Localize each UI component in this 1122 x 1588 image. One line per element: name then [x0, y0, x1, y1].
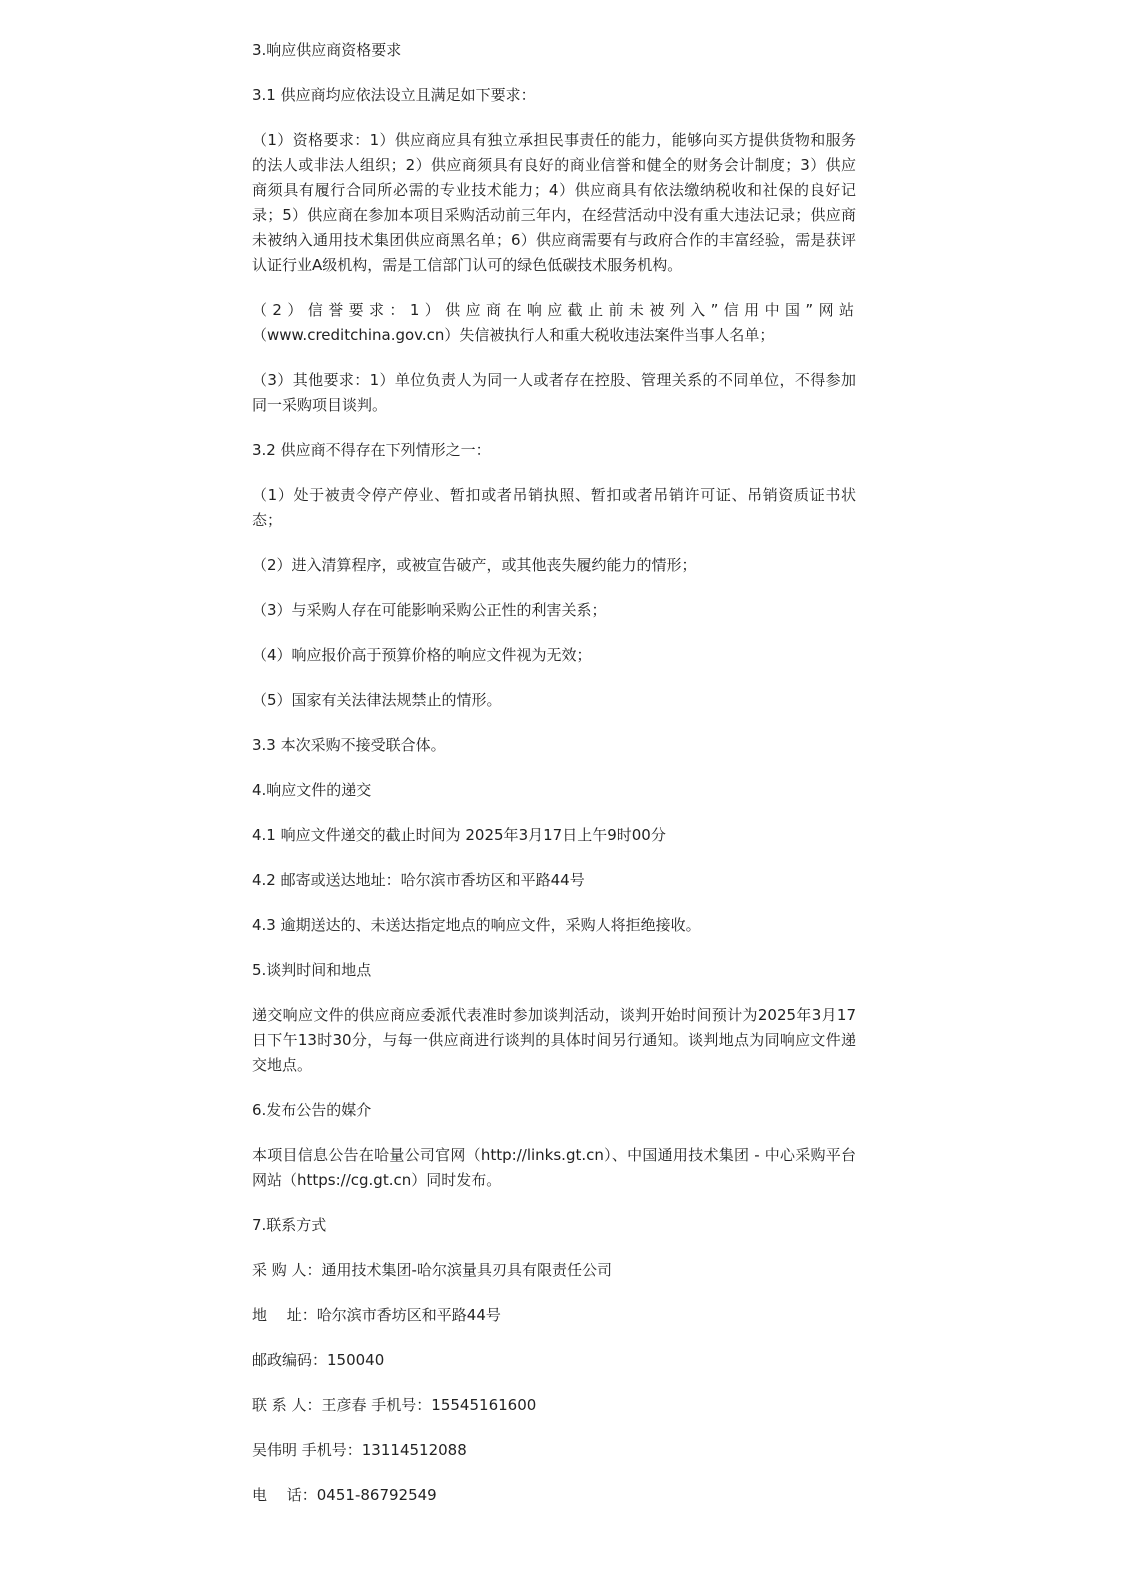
exclusion-1: （1）处于被责令停产停业、暂扣或者吊销执照、暂扣或者吊销许可证、吊销资质证书状态；: [252, 486, 856, 529]
contact-person-1: 联 系 人：王彦春 手机号：15545161600: [252, 1396, 537, 1414]
exclusion-2: （2）进入清算程序，或被宣告破产，或其他丧失履约能力的情形；: [252, 556, 697, 574]
credit-requirements-line2: （www.creditchina.gov.cn）失信被执行人和重大税收违法案件当事人名单；: [252, 326, 775, 344]
section-4-2: 4.2 邮寄或送达地址：哈尔滨市香坊区和平路44号: [252, 871, 585, 889]
document-page: [252, 38, 856, 1528]
exclusion-3: （3）与采购人存在可能影响采购公正性的利害关系；: [252, 601, 607, 619]
section-4-1: 4.1 响应文件递交的截止时间为 2025年3月17日上午9时00分: [252, 826, 666, 844]
heading-5: 5.谈判时间和地点: [252, 961, 372, 979]
exclusion-5: （5）国家有关法律法规禁止的情形。: [252, 691, 502, 709]
contact-phone: 电 话：0451-86792549: [252, 1486, 437, 1504]
exclusion-4: （4）响应报价高于预算价格的响应文件视为无效；: [252, 646, 592, 664]
heading-4: 4.响应文件的递交: [252, 781, 372, 799]
contact-address: 地 址：哈尔滨市香坊区和平路44号: [252, 1306, 501, 1324]
heading-6: 6.发布公告的媒介: [252, 1101, 372, 1119]
section-3-1: 3.1 供应商均应依法设立且满足如下要求：: [252, 86, 536, 104]
heading-3: 3.响应供应商资格要求: [252, 41, 402, 59]
negotiation-time-place: 递交响应文件的供应商应委派代表准时参加谈判活动，谈判开始时间预计为2025年3月17日下午13时30分，与每一供应商进行谈判的具体时间另行通知。谈判地点为同响应文件递交地点。: [252, 1006, 856, 1074]
credit-requirements-line1: （2）信誉要求：1）供应商在响应截止前未被列入”信用中国”网站: [252, 301, 856, 319]
section-4-3: 4.3 逾期送达的、未送达指定地点的响应文件，采购人将拒绝接收。: [252, 916, 701, 934]
section-3-3: 3.3 本次采购不接受联合体。: [252, 736, 446, 754]
heading-7: 7.联系方式: [252, 1216, 327, 1234]
qualification-requirements: （1）资格要求：1）供应商应具有独立承担民事责任的能力，能够向买方提供货物和服务的法人或非法人组织；2）供应商须具有良好的商业信誉和健全的财务会计制度；3）供应商须具有履行合同所必需的专业技术能力；4）供应商具有依法缴纳税收和社保的良好记录；5）供应商在参加本项目采购活动前三年内，在经营活动中没有重大违法记录；供应商未被纳入通用技术集团供应商黑名单；6）供应商需要有与政府合作的丰富经验，需是获评认证行业A级机构，需是工信部门认可的绿色低碳技术服务机构。: [252, 131, 856, 274]
contact-postcode: 邮政编码：150040: [252, 1351, 385, 1369]
section-3-2: 3.2 供应商不得存在下列情形之一：: [252, 441, 491, 459]
contact-purchaser: 采 购 人：通用技术集团-哈尔滨量具刃具有限责任公司: [252, 1261, 612, 1279]
contact-person-2: 吴伟明 手机号：13114512088: [252, 1441, 467, 1459]
publication-media: 本项目信息公告在哈量公司官网（http://links.gt.cn）、中国通用技术集团 - 中心采购平台网站（https://cg.gt.cn）同时发布。: [252, 1146, 856, 1189]
other-requirements: （3）其他要求：1）单位负责人为同一人或者存在控股、管理关系的不同单位，不得参加同一采购项目谈判。: [252, 371, 856, 414]
